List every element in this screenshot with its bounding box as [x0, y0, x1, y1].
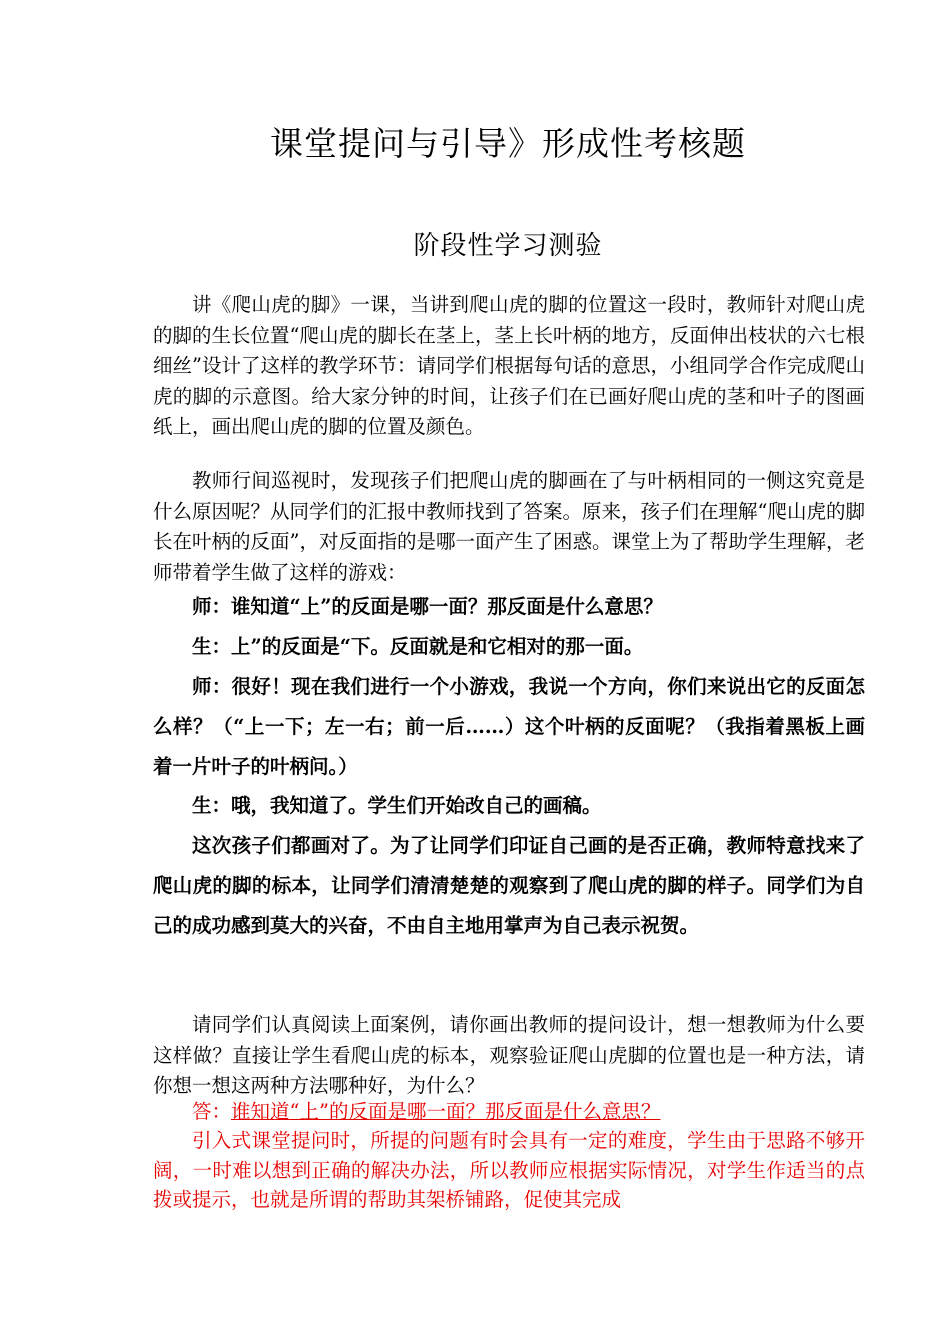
- dialogue-narration: 这次孩子们都画对了。为了让同学们印证自己画的是否正确，教师特意找来了爬山虎的脚的标本，让同学们清清楚楚的观察到了爬山虎的脚的样子。同学们为自己的成功感到莫大的兴奋，不由自主地用掌声为自己表示祝贺。: [153, 834, 865, 937]
- answer-label: 答：: [192, 1100, 232, 1123]
- case-paragraph-2: 教师行间巡视时，发现孩子们把爬山虎的脚画在了与叶柄相同的一侧这究竟是什么原因呢？从同学们的汇报中教师找到了答案。原来，孩子们在理解“爬山虎的脚长在叶柄的反面”，对反面指的是哪一面产生了困惑。课堂上为了帮助学生理解，老师带着学生做了这样的游戏：: [153, 469, 865, 584]
- dialogue-student-1: 生：上”的反面是“下。反面就是和它相对的那一面。: [192, 635, 644, 658]
- dialogue-student-2: 生：哦，我知道了。学生们开始改自己的画稿。: [192, 794, 602, 817]
- document-subtitle: 阶段性学习测验: [413, 231, 603, 261]
- dialogue-teacher-1: 师：谁知道“上”的反面是哪一面？那反面是什么意思？: [192, 595, 663, 618]
- answer-first-line: [153, 1097, 865, 1127]
- answer-body: 引入式课堂提问时，所提的问题有时会具有一定的难度，学生由于思路不够开阔，一时难以想到正确的解决办法，所以教师应根据实际情况，对学生作适当的点拨或提示，也就是所谓的帮助其架桥铺路，促使其完成: [153, 1129, 865, 1211]
- answer-underlined-text: 谁知道“上”的反面是哪一面？那反面是什么意思？: [231, 1100, 661, 1123]
- dialogue-teacher-2: 师：很好！现在我们进行一个小游戏，我说一个方向，你们来说出它的反面怎么样？（“上一下；左一右；前一后……）这个叶柄的反面呢？（我指着黑板上画着一片叶子的叶柄问。）: [153, 675, 865, 778]
- document-title: 课堂提问与引导》形成性考核题: [270, 124, 746, 163]
- question-paragraph: 请同学们认真阅读上面案例，请你画出教师的提问设计，想一想教师为什么要这样做？直接让学生看爬山虎的标本，观察验证爬山虎脚的位置也是一种方法，请你想一想这两种方法哪种好，为什么？: [153, 1013, 865, 1097]
- case-paragraph-1: 讲《爬山虎的脚》一课，当讲到爬山虎的脚的位置这一段时，教师针对爬山虎的脚的生长位置“爬山虎的脚长在茎上，茎上长叶柄的地方，反面伸出枝状的六七根细丝”设计了这样的教学环节：请同学们根据每句话的意思，小组同学合作完成爬山虎的脚的示意图。给大家分钟的时间，让孩子们在已画好爬山虎的茎和叶子的图画纸上，画出爬山虎的脚的位置及颜色。: [153, 293, 865, 438]
